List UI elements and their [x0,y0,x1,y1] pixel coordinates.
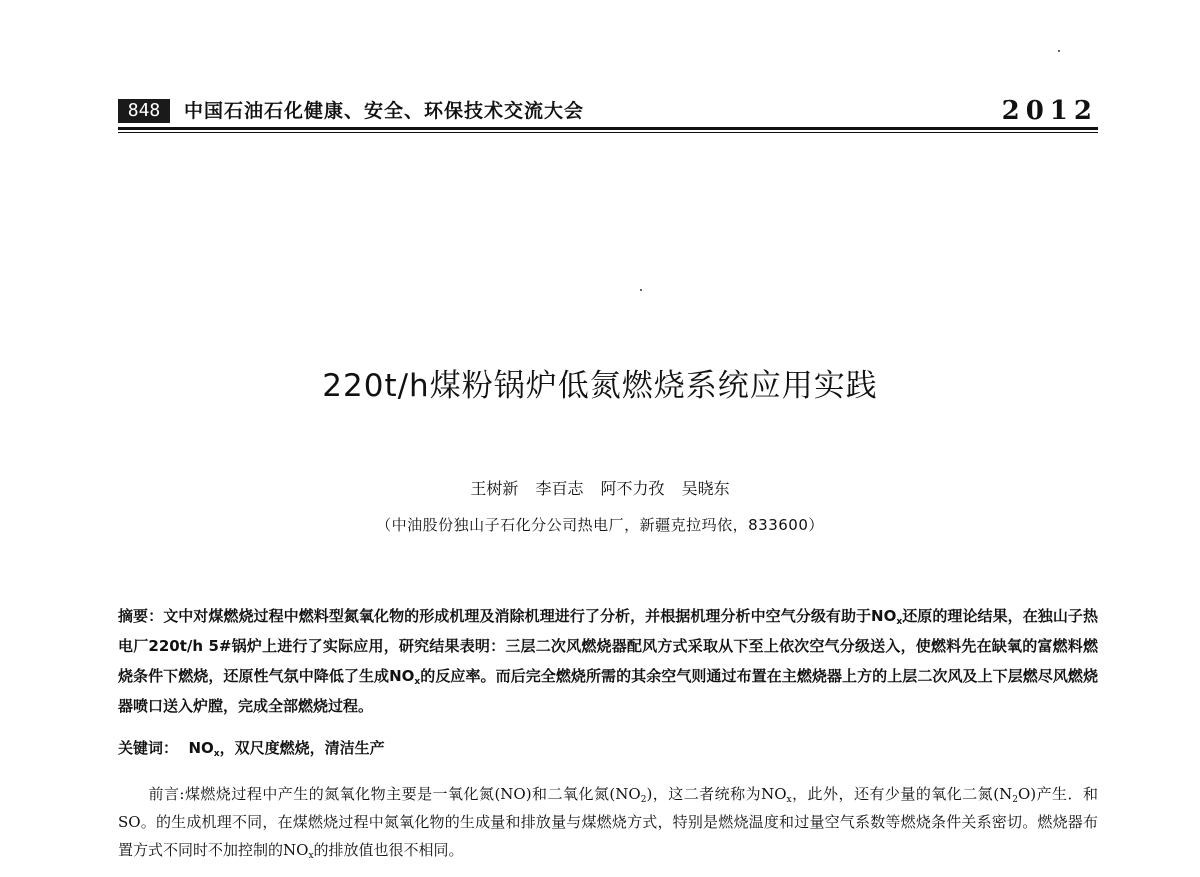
abstract-text: 文中对煤燃烧过程中燃料型氮氧化物的形成机理及消除机理进行了分析，并根据机理分析中空气分级有助于NO [163,607,897,625]
scan-speck [640,289,642,291]
subscript: 2 [640,795,647,805]
abstract-label: 摘要： [118,607,164,625]
subscript: x [896,617,903,627]
author-list: 王树新 李百志 阿不力孜 吴晓东 [470,479,730,498]
body-text: ，此外，还有少量的氧化二氮(N [791,785,1013,803]
conference-year: 2012 [1001,96,1098,126]
subscript: 2 [1012,795,1018,805]
subscript: x [308,851,314,861]
body-paragraph [118,780,1098,864]
abstract-text: 还原的理论结果，在独山子热电厂220t/h 5#锅炉上进行了实际应用，研究结果表明：三层二次风燃烧器配风方式采取从下至上依次空气分级送入，使燃料先在缺氧的富燃料燃烧条件下燃烧，还原性气氛中降低了生成NO [118,607,1098,685]
page-number: 848 [118,99,170,123]
subscript: x [213,749,220,759]
body-text: O)产生．和SO。的生成机理不同，在煤燃烧过程中氮氧化物的生成量和排放量与煤燃烧方式，特别是燃烧温度和过量空气系数等燃烧条件关系密切。燃烧器布置方式不同时不加控制的NO [118,785,1099,859]
abstract [118,601,1098,721]
keyword-text: ，双尺度燃烧，清洁生产 [219,739,385,757]
body-text: 煤燃烧过程中产生的氮氧化物主要是一氧化氮(NO)和二氧化氮(NO [184,785,641,803]
abstract-text: 的反应率。而后完全燃烧所需的其余空气则通过布置在主燃烧器上方的上层二次风及上下层燃尽风燃烧器喷口送入炉膛，完成全部燃烧过程。 [118,667,1098,715]
scan-speck [1058,50,1060,52]
keyword-text: NO [188,739,214,757]
body-text: 的排放值也很不相同。 [313,841,464,859]
subscript: x [414,677,421,687]
keywords-label: 关键词： [118,739,179,757]
running-header [118,96,1098,130]
keywords [118,736,1098,760]
subscript: x [786,795,792,805]
header-rule-thick [118,127,1098,130]
paragraph-lead: 前言: [148,785,185,803]
paper-title: 220t/h煤粉锅炉低氮燃烧系统应用实践 [322,368,878,404]
conference-name: 中国石油石化健康、安全、环保技术交流大会 [184,100,585,122]
header-rule-thin [118,132,1098,133]
body-text: )，这二者统称为NO [646,785,787,803]
affiliation: （中油股份独山子石化分公司热电厂，新疆克拉玛依，833600） [376,516,824,534]
